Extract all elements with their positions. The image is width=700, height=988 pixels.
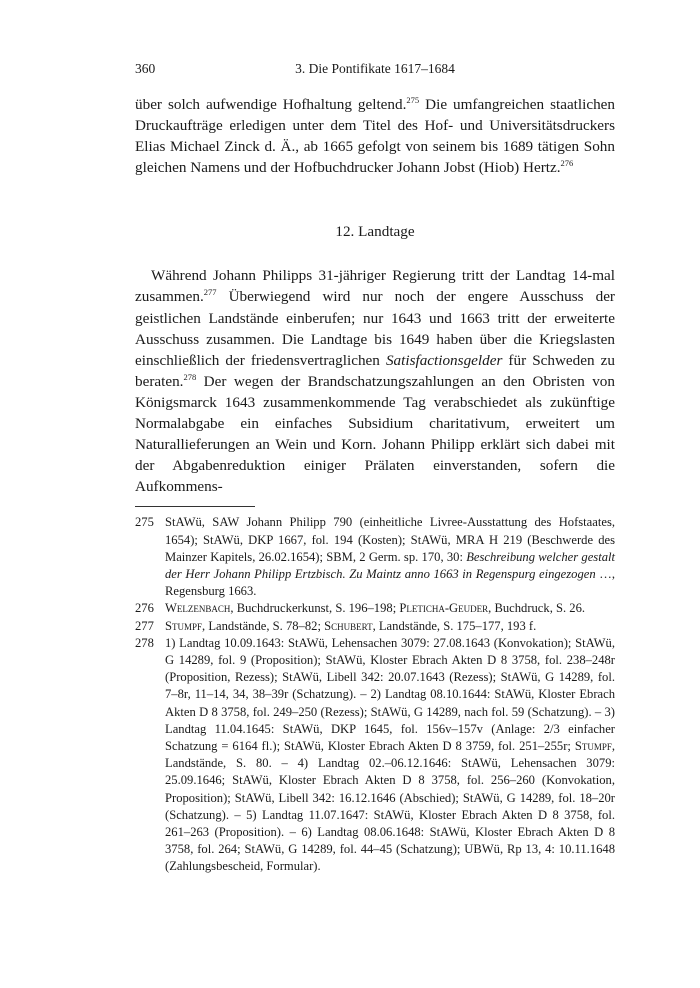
text-run: StAWü, SAW Johann Philipp 790 (einheitliche Livree-Ausstattung des Hofstaates, 1654); StAWü, DKP 1667, fol. 194 (Kosten); StAWü, MRA H 219 (Beschwerde des Mainzer Kapitels, 26.02.1654); SBM, 2 Germ. sp. 170, 30: (165, 515, 615, 564)
footnote-278 (135, 635, 615, 876)
footnote-number: 276 (135, 601, 154, 616)
footnote-ref-277[interactable]: 277 (203, 287, 217, 298)
text-run: , Landstände, S. 80. – 4) Landtag 02.–06.12.1646: StAWü, Lehensachen 3079: 25.09.1646; StAWü, Kloster Ebrach Akten D 8 3758, fol. 256–260 (Konvokation, Proposition); StAWü, Libell 342: 16.12.1646 (Abschied); StAWü, G 14289, fol. 18–20r (Schatzung). – 5) Landtag 11.07.1647: StAWü, Kloster Ebrach Akten D 8 3758, fol. 261–263 (Proposition). – 6) Landtag 08.06.1648: StAWü, Kloster Ebrach Akten D 8 3758, fol. 264; StAWü, G 14289, fol. 44–45 (Schatzung); UBWü, Rp 13, 4: 10.11.1648 (Zahlungsbescheid, Formular). (165, 739, 615, 874)
footnote-ref-278[interactable]: 278 (183, 371, 197, 382)
text-run: …, Regensburg 1663. (165, 567, 616, 599)
footnotes (135, 514, 615, 875)
footnote-number: 278 (135, 635, 154, 650)
footnote-text (165, 600, 615, 617)
page-number: 360 (135, 61, 156, 76)
italic-title: Beschreibung welcher gestalt der Herr Johann Philipp Ertzbisch. Zu Maintz anno 1663 in Regenspurg eingezogen (165, 549, 616, 582)
author-name: Welzenbach (165, 601, 231, 616)
running-title: 3. Die Pontifikate 1617–1684 (295, 61, 455, 76)
footnote-separator (135, 506, 255, 507)
footnote-text (165, 514, 615, 600)
footnote-275 (135, 514, 615, 600)
author-name: Pleticha-Geuder (399, 601, 489, 616)
text-run: Die umfangreichen staatlichen Druckaufträge erledigen unter dem Titel des Hof- und Universitätsdruckers Elias Michael Zinck d. Ä., ab 1665 gefolgt von seinem bis 1689 tätigen Sohn gleichen Namens und der Hofbuchdrucker Johann Jobst (Hiob) Hertz. (135, 96, 616, 177)
footnote-277 (135, 618, 615, 635)
author-name: Stumpf (165, 618, 203, 633)
text-run: , Landstände, S. 78–82; (202, 618, 325, 633)
footnote-ref-275[interactable]: 275 (406, 95, 420, 105)
footnote-text (165, 618, 615, 635)
author-name: Schubert (324, 618, 373, 633)
text-run: Überwiegend wird nur noch der engere Ausschuss der geistlichen Landstände einberufen; nur 1643 und 1663 tritt der erweiterte Ausschuss zusammen. Die Landtage bis 1649 haben über die Kriegslasten einschließlich der friedensvertraglichen (135, 288, 615, 369)
text-run: , Landstände, S. 175–177, 193 f. (372, 618, 537, 633)
text-run: Während Johann Philipps 31-jähriger Regierung tritt der Landtag 14-mal zusammen. (135, 267, 615, 306)
author-name: Stumpf (574, 739, 612, 754)
footnote-number: 275 (135, 515, 154, 530)
footnote-number: 277 (135, 618, 154, 633)
footnote-ref-276[interactable]: 276 (560, 158, 574, 169)
text-run: Der wegen der Brandschatzungszahlungen an den Obristen von Königsmarck 1643 zusammenkommende Tag verabschiedet als zukünftige Normalabgabe ein einfaches Subsidium charitativum, erweitert um Naturallieferungen an Wein und Korn. Johann Philipp erklärt sich dabei mit der Abgabenreduktion einiger Prälaten einverstanden, sofern die Aufkommens- (135, 372, 615, 496)
section-heading: 12. Landtage (335, 223, 415, 241)
paragraph-landtage (135, 265, 615, 497)
text-run: über solch aufwendige Hofhaltung geltend. (135, 96, 407, 113)
footnote-text (165, 635, 615, 876)
text-run: 1) Landtag 10.09.1643: StAWü, Lehensachen 3079: 27.08.1643 (Konvokation); StAWü, G 14289, fol. 9 (Proposition); StAWü, Kloster Ebrach Akten D 8 3758, fol. 238–248r (Proposition, Rezess); StAWü, Libell 342: 20.07.1643 (Rezess); StAWü, G 14289, fol. 7–8r, 11–14, 34, 38–39r (Schatzung). – 2) Landtag 08.10.1644: StAWü, Kloster Ebrach Akten D 8 3758, fol. 249–250 (Rezess); StAWü, G 14289, nach fol. 59 (Schatzung). – 3) Landtag 11.04.1645: StAWü, DKP 1645, fol. 156v–157v (Anlage: 2/3 einfacher Schatzung = 6164 fl.); StAWü, Kloster Ebrach Akten D 8 3759, fol. 251–255r; (165, 635, 615, 754)
footnote-276 (135, 600, 615, 617)
running-head (135, 58, 615, 80)
text-run: , Buchdruckerkunst, S. 196–198; (230, 601, 400, 616)
italic-term: Satisfactionsgelder (385, 351, 503, 369)
text-run: , Buchdruck, S. 26. (488, 601, 586, 616)
text-run: für Schweden zu beraten. (135, 351, 615, 390)
paragraph-continuation (135, 94, 615, 178)
book-page (135, 58, 615, 876)
